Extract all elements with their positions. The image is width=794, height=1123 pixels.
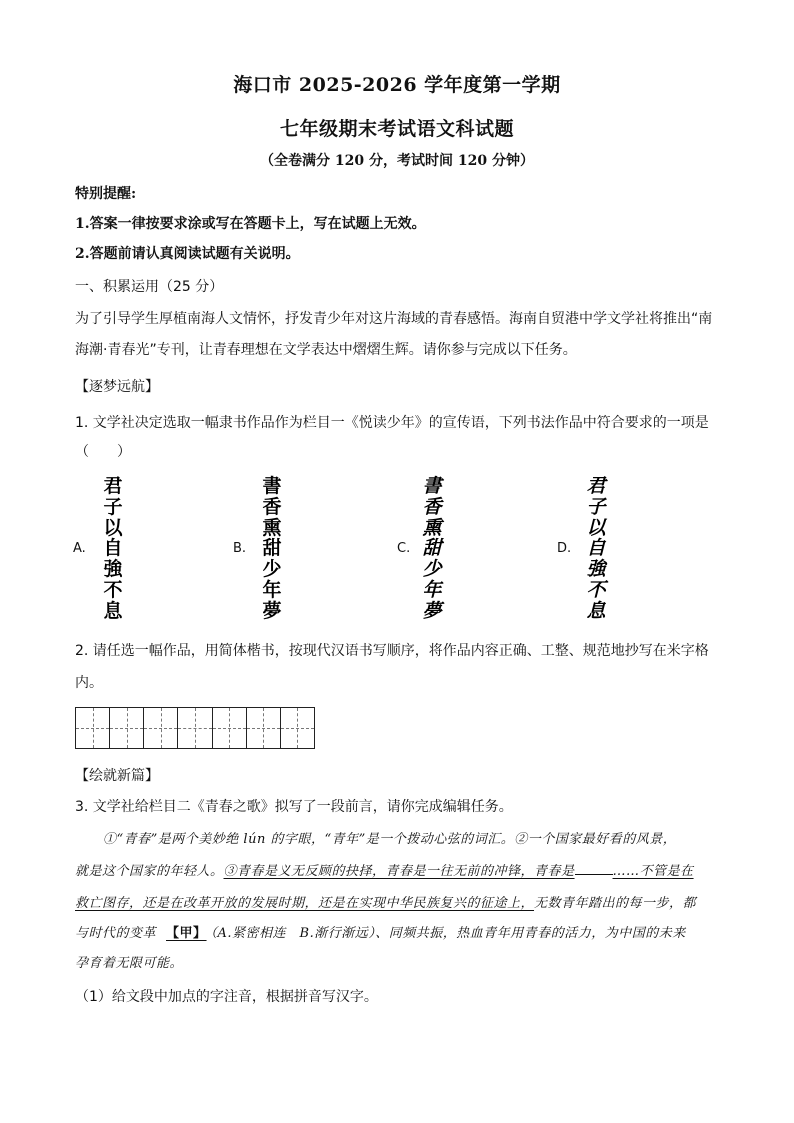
intro-line-2: 海潮·青春光”专刊，让青春理想在文学表达中熠熠生辉。请你参与完成以下任务。 xyxy=(75,342,577,358)
calligraphy-char: 熏 xyxy=(422,516,442,539)
exam-subtitle: （全卷满分 120 分，考试时间 120 分钟） xyxy=(260,153,534,169)
section-heading: 一、积累运用（25 分） xyxy=(75,279,224,295)
passage-text: 与时代的变革 xyxy=(75,926,157,941)
passage-underlined-text: 救亡图存，还是在改革开放的发展时期，还是在实现中华民族复兴的征途上， xyxy=(75,896,535,911)
question-2-line-1: 2. 请任选一幅作品，用简体楷书，按现代汉语书写顺序，将作品内容正确、工整、规范地抄写在米字格 xyxy=(75,643,709,659)
calligraphy-char: 子 xyxy=(586,495,606,518)
calligraphy-char: 息 xyxy=(586,599,606,622)
passage-line-5: 孕育着无限可能。 xyxy=(75,956,184,971)
calligraphy-char: 自 xyxy=(586,537,606,560)
mizige-cell[interactable] xyxy=(247,708,281,748)
passage-line-2 xyxy=(75,860,694,879)
question-1-line-2: （ ） xyxy=(75,444,131,460)
tag-zhumeng: 【逐梦远航】 xyxy=(75,379,159,395)
question-3-sub-1: （1）给文段中加点的字注音，根据拼音写汉字。 xyxy=(75,989,378,1005)
option-b-calligraphy[interactable] xyxy=(252,476,292,621)
intro-line-1: 为了引导学生厚植南海人文情怀，抒发青少年对这片海域的青春感悟。海南自贸港中学文学社将推出“南 xyxy=(75,311,713,327)
passage-underlined-text: ③青春是义无反顾的抉择，青春是一往无前的冲锋，青春是 xyxy=(223,864,575,879)
calligraphy-char: 自 xyxy=(103,537,123,560)
calligraphy-char: 少 xyxy=(422,558,442,581)
calligraphy-char: 強 xyxy=(103,558,123,581)
calligraphy-char: 強 xyxy=(586,558,606,581)
mizige-cell[interactable] xyxy=(213,708,247,748)
calligraphy-char: 香 xyxy=(262,495,282,518)
mizige-cell[interactable] xyxy=(110,708,144,748)
blank-jia[interactable]: 【甲】 xyxy=(166,926,207,941)
notice-item-1: 1.答案一律按要求涂或写在答题卡上，写在试题上无效。 xyxy=(75,216,426,232)
passage-underlined-text: ……不管是在 xyxy=(612,864,694,879)
mizige-cell[interactable] xyxy=(281,708,314,748)
passage-text: 无数青年踏出的每一步，都 xyxy=(534,896,697,911)
notice-heading: 特别提醒: xyxy=(75,186,137,202)
passage-text: （A.紧密相连 B.渐行渐远）、同频共振，热血青年用青春的活力，为中国的未来 xyxy=(210,926,686,941)
option-a-label[interactable]: A. xyxy=(73,541,86,556)
fill-blank[interactable] xyxy=(575,860,613,875)
calligraphy-char: 息 xyxy=(103,599,123,622)
calligraphy-char: 甜 xyxy=(262,537,282,560)
mizige-writing-grid[interactable] xyxy=(75,707,315,749)
option-d-calligraphy[interactable] xyxy=(576,476,616,621)
passage-line-3 xyxy=(75,892,696,911)
calligraphy-char: 夢 xyxy=(422,599,442,622)
calligraphy-char: 熏 xyxy=(262,516,282,539)
calligraphy-char: 年 xyxy=(422,579,442,602)
tag-huijiu: 【绘就新篇】 xyxy=(75,768,159,784)
option-b-label[interactable]: B. xyxy=(233,541,247,556)
calligraphy-char: 香 xyxy=(422,495,442,518)
exam-title-line1: 海口市 2025-2026 学年度第一学期 xyxy=(233,74,561,96)
calligraphy-char: 不 xyxy=(586,579,606,602)
exam-title-line2: 七年级期末考试语文科试题 xyxy=(279,118,514,140)
option-c-calligraphy[interactable] xyxy=(412,476,452,621)
question-3: 3. 文学社给栏目二《青春之歌》拟写了一段前言，请你完成编辑任务。 xyxy=(75,799,513,815)
calligraphy-char: 書 xyxy=(262,475,282,497)
calligraphy-char: 甜 xyxy=(422,537,442,560)
question-2-line-2: 内。 xyxy=(75,675,103,691)
mizige-cell[interactable] xyxy=(144,708,178,748)
calligraphy-char: 子 xyxy=(103,495,123,518)
passage-line-4 xyxy=(75,922,686,941)
calligraphy-char: 年 xyxy=(262,579,282,602)
calligraphy-char: 夢 xyxy=(262,599,282,622)
question-1-line-1: 1. 文学社决定选取一幅隶书作品作为栏目一《悦读少年》的宣传语，下列书法作品中符合要求的一项是 xyxy=(75,415,709,431)
calligraphy-char: 以 xyxy=(103,516,123,539)
calligraphy-char: 君 xyxy=(586,475,606,497)
passage-text: 就是这个国家的年轻人。 xyxy=(75,864,224,879)
notice-item-2: 2.答题前请认真阅读试题有关说明。 xyxy=(75,246,300,262)
option-c-label[interactable]: C. xyxy=(397,541,411,556)
mizige-cell[interactable] xyxy=(178,708,212,748)
option-d-label[interactable]: D. xyxy=(557,541,572,556)
calligraphy-char: 不 xyxy=(103,579,123,602)
calligraphy-char: 以 xyxy=(586,516,606,539)
passage-line-1: ①“青春”是两个美妙绝 lún 的字眼，“青年”是一个拨动心弦的词汇。②一个国家最好看的风景， xyxy=(103,832,677,847)
option-a-calligraphy[interactable] xyxy=(93,476,133,621)
mizige-cell[interactable] xyxy=(76,708,110,748)
calligraphy-char: 少 xyxy=(262,558,282,581)
calligraphy-char: 書 xyxy=(422,475,442,497)
calligraphy-char: 君 xyxy=(103,475,123,497)
